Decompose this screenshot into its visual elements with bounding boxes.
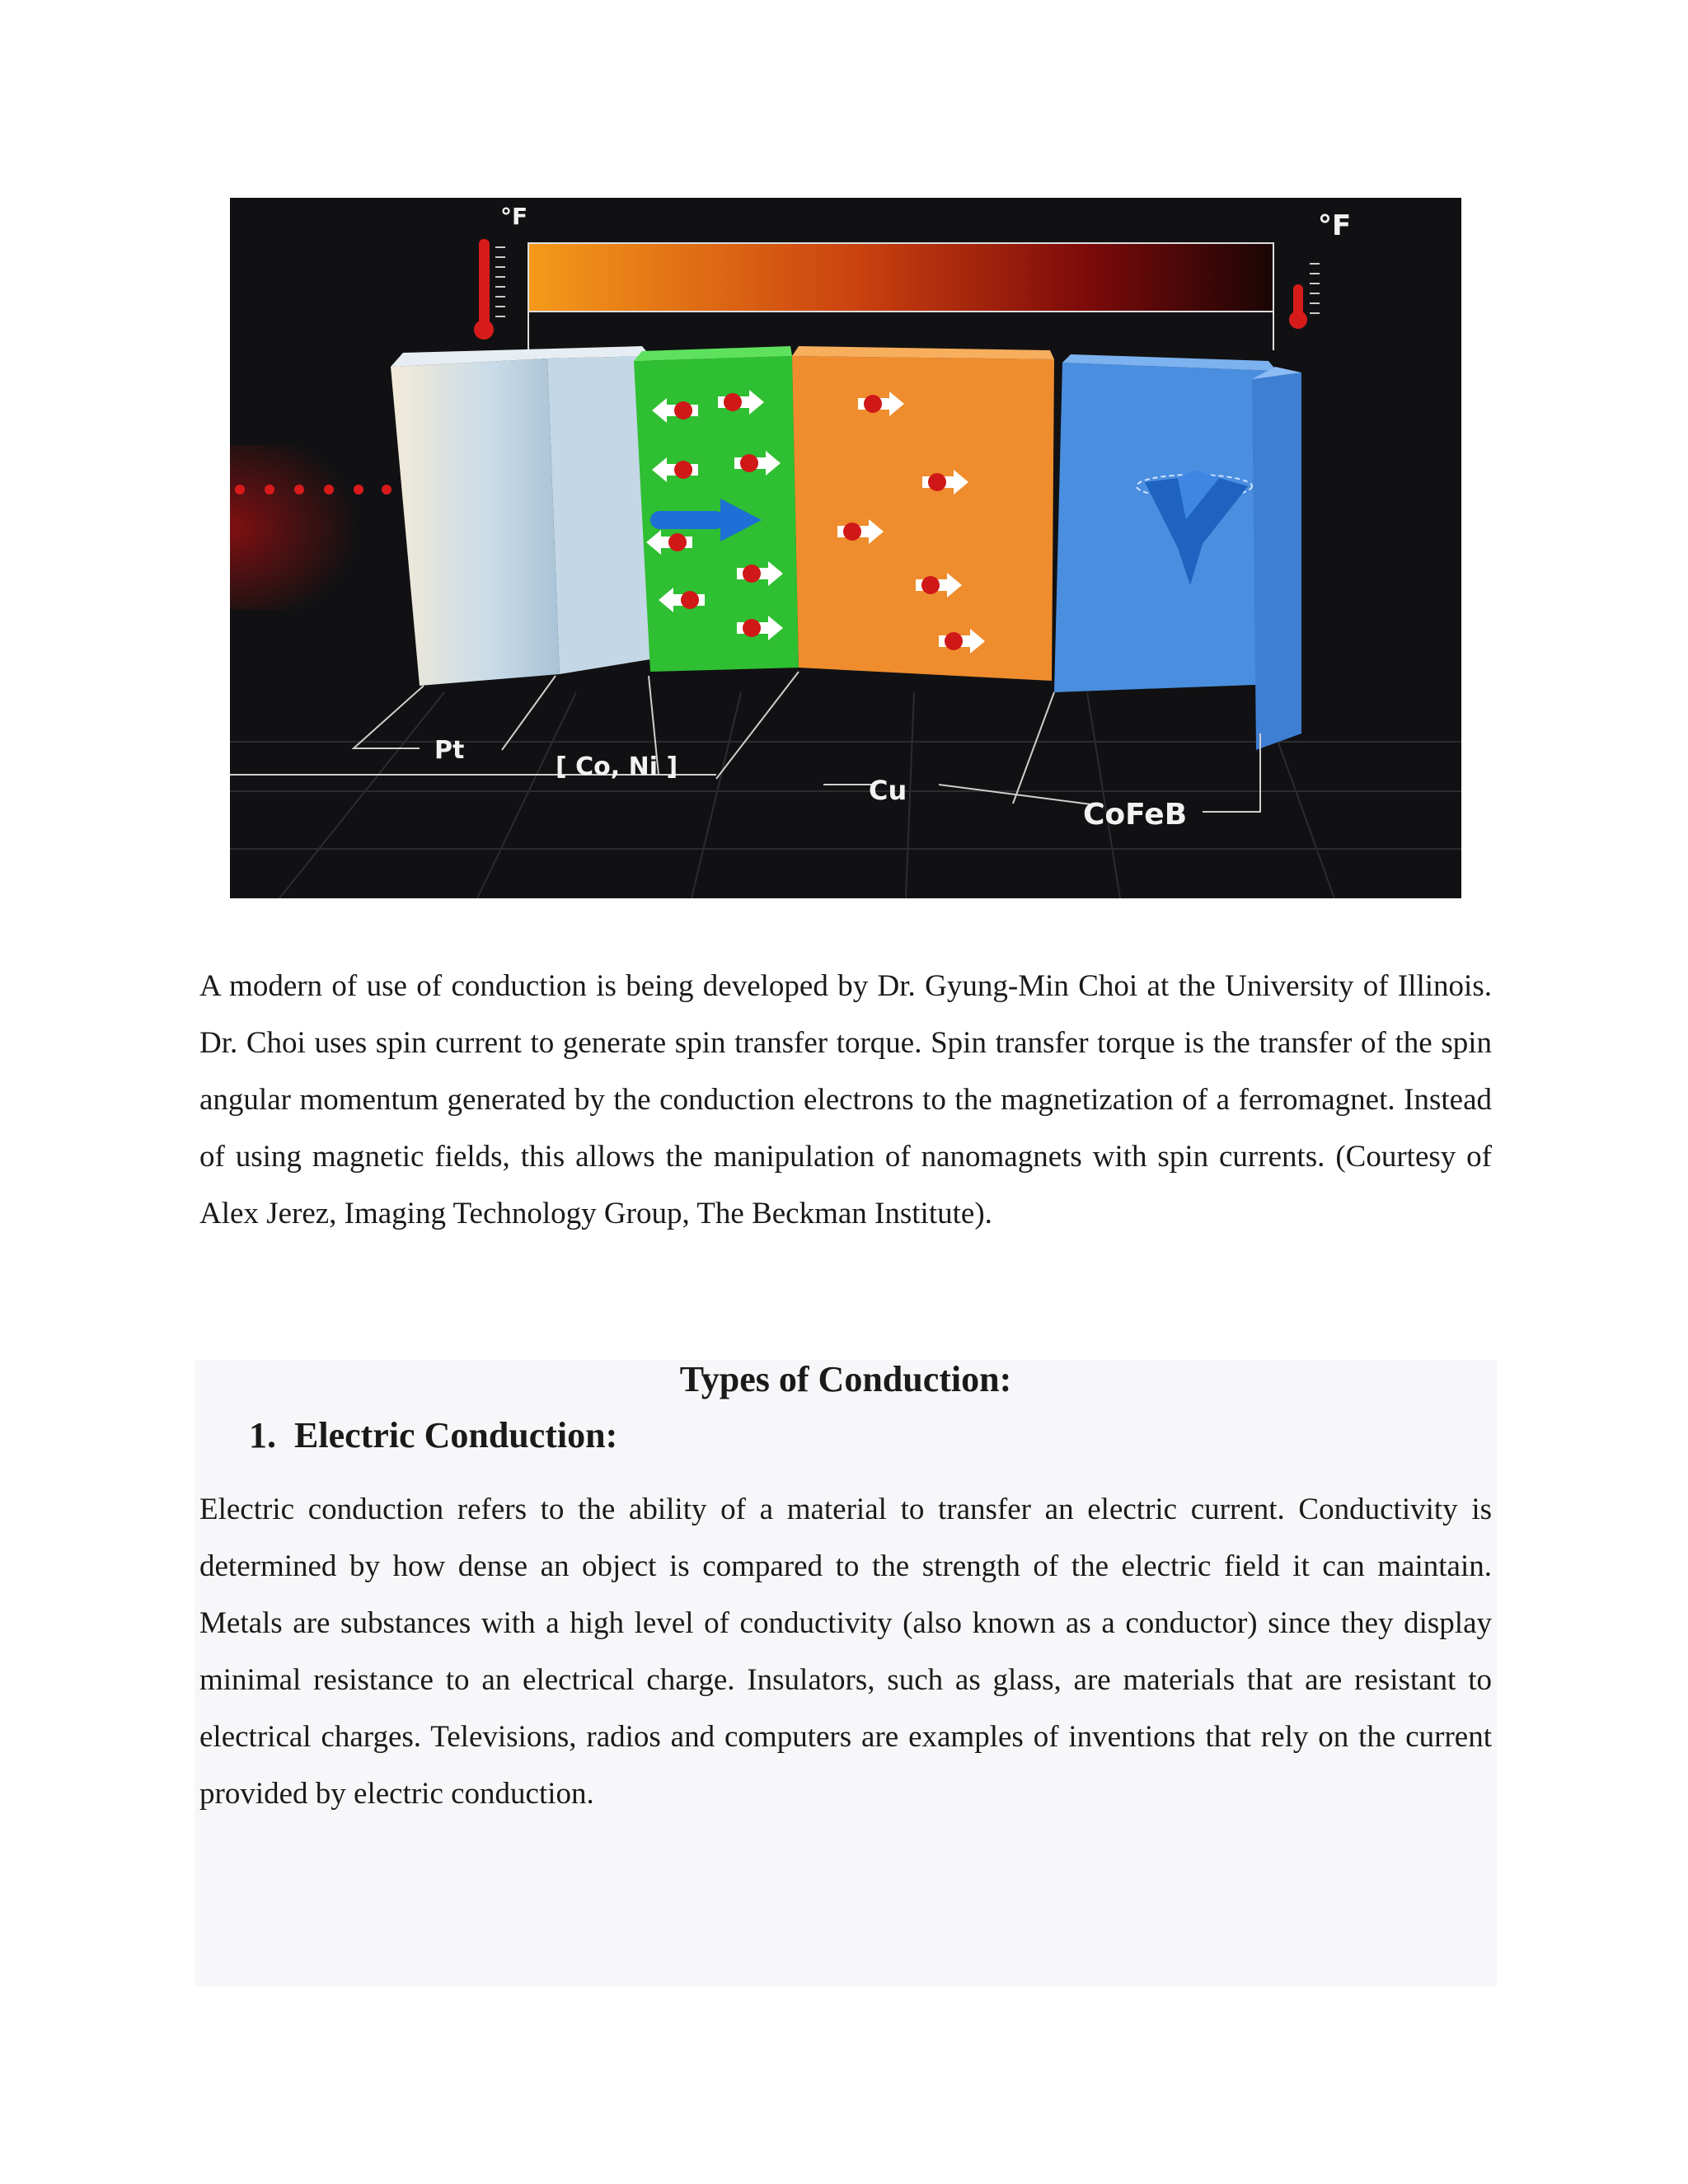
label-cu: Cu [869,775,907,806]
section-title: Types of Conduction: [679,1359,1012,1399]
subsection-heading [249,1412,617,1460]
figure-caption: A modern of use of conduction is being developed by Dr. Gyung-Min Choi at the University of Illinois. Dr. Choi uses spin current to generate spin transfer torque. Spin transfer torque is the transfer of the spin angular momentum generated by the conduction electrons to the magnetization of a ferromagnet. Instead of using magnetic fields, this allows the manipulation of nanomagnets with spin currents. (Courtesy of Alex Jerez, Imaging Technology Group, The Beckman Institute). [199,969,1492,1230]
spin-transfer-illustration [230,198,1461,898]
subsection-number: 1. [249,1415,276,1455]
temperature-gradient-bar [528,243,1273,312]
electric-conduction-body: Electric conduction refers to the ability of a material to transfer an electric current. Conductivity is determined by how dense an object is compared to the strength of the electric field it can maintain. Metals are substances with a high level of conductivity (also known as a conductor) since they display minimal resistance to an electrical charge. Insulators, such as glass, are materials that are resistant to electrical charges. Televisions, radios and computers are examples of inventions that rely on the current provided by electric conduction. [199,1493,1492,1811]
unit-label-left: °F [500,203,528,230]
pt-layer [391,346,650,686]
label-cofeb: CoFeB [1083,798,1188,832]
unit-label-right: °F [1318,209,1352,242]
subsection-title: Electric Conduction: [294,1415,618,1455]
thermometer-cold-icon [1289,264,1320,329]
label-coni: [ Co, Ni ] [556,752,678,781]
cofeb-layer [1054,354,1301,750]
cu-layer [792,346,1054,681]
label-pt: Pt [434,736,465,765]
thermometer-hot-icon [474,239,505,340]
